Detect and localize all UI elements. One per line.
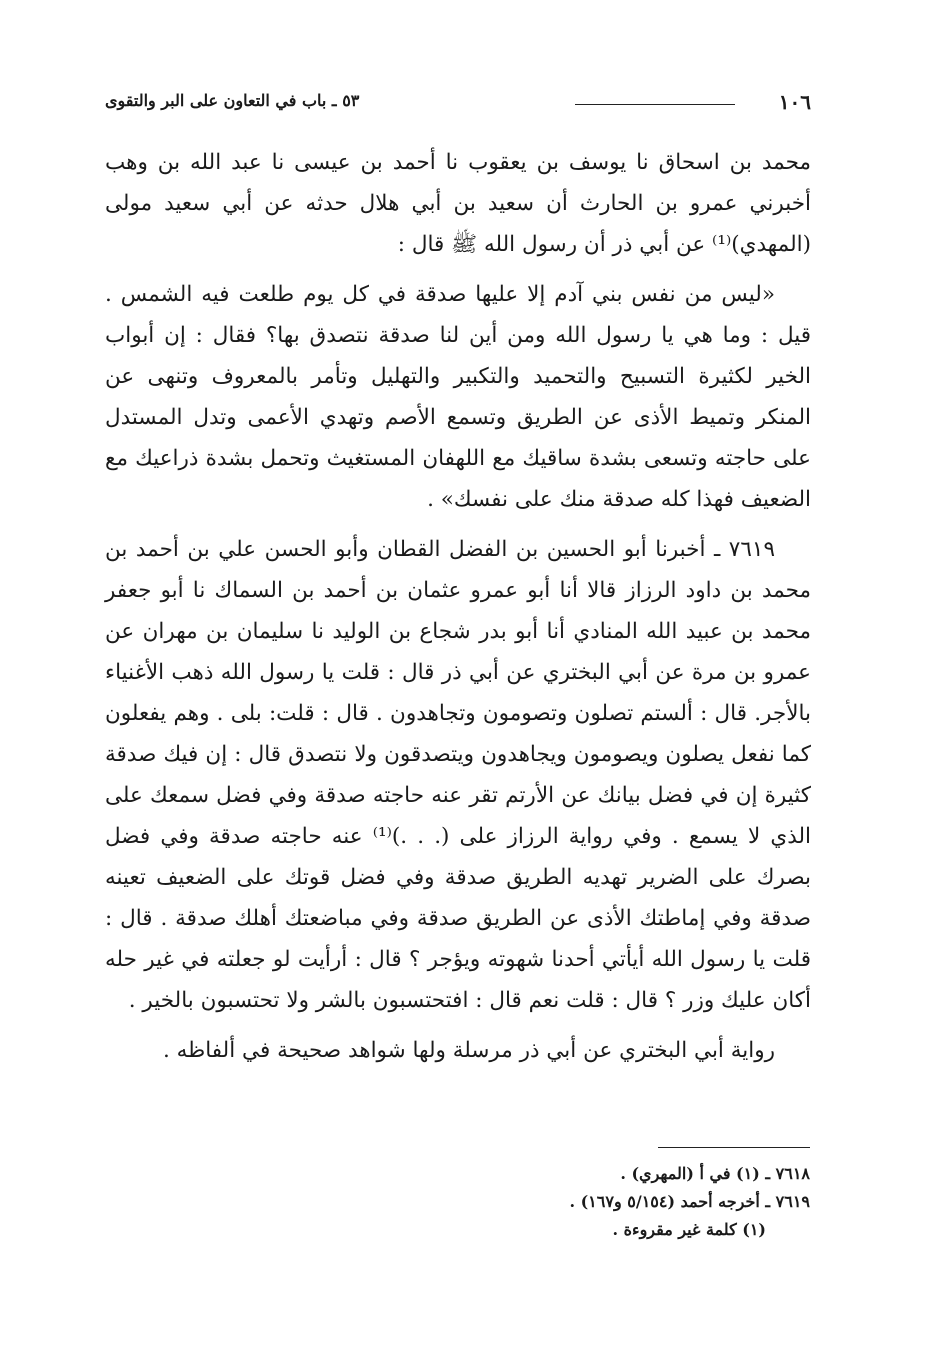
main-text <box>105 142 811 1071</box>
running-title: ٥٣ ـ باب في التعاون على البر والتقوى <box>105 91 360 110</box>
commentary-paragraph: رواية أبي البختري عن أبي ذر مرسلة ولها شواهد صحيحة في ألفاظه . <box>162 1038 775 1063</box>
footnote-7619-1: (١) كلمة غير مقروءة . <box>612 1220 766 1239</box>
header-rule <box>575 104 735 105</box>
footnote-rule <box>658 1147 810 1148</box>
isnad-paragraph: محمد بن اسحاق نا يوسف بن يعقوب نا أحمد بن عيسى نا عبد الله بن وهب أخبرني عمرو بن الحارث أن سعيد بن أبي هلال حدثه عن أبي سعيد مولى (المهدي)⁽¹⁾ عن أبي ذر أن رسول الله ﷺ قال : <box>105 150 811 257</box>
hadith-text-paragraph: «ليس من نفس بني آدم إلا عليها صدقة في كل يوم طلعت فيه الشمس . قيل : وما هي يا رسول الله ومن أين لنا صدقة نتصدق بها؟ فقال : إن أبواب الخير لكثيرة التسبيح والتحميد والتكبير والتهليل وتأمر بالمعروف وتنهى عن المنكر وتميط الأذى عن الطريق وتسمع الأصم وتهدي الأعمى وتدل المستدل على حاجته وتسعى بشدة ساقيك مع اللهفان المستغيث وتحمل بشدة ذراعيك مع الضعيف فهذا كله صدقة منك على نفسك» . <box>105 282 811 512</box>
page-number: ١٠٦ <box>778 90 811 114</box>
footnote-7618: ٧٦١٨ ـ (١) في أ (المهري) . <box>620 1164 810 1183</box>
footnotes <box>300 1160 810 1244</box>
footnote-7619: ٧٦١٩ ـ أخرجه أحمد (٥/١٥٤ و١٦٧) . <box>569 1192 810 1211</box>
running-header <box>105 88 811 128</box>
hadith-7619-paragraph: ٧٦١٩ ـ أخبرنا أبو الحسين بن الفضل القطان وأبو الحسن علي بن أحمد بن محمد بن داود الرزاز قالا أنا أبو عمرو عثمان بن أحمد بن السماك نا أبو جعفر محمد بن عبيد الله المنادي أنا أبو بدر شجاع بن الوليد نا سليمان بن مهران عن عمرو بن مرة عن أبي البختري عن أبي ذر قال : قلت يا رسول الله ذهب الأغنياء بالأجر. قال : ألستم تصلون وتصومون وتجاهدون . قال : قلت: بلى . وهم يفعلون كما نفعل يصلون ويصومون ويجاهدون ويتصدقون ولا نتصدق قال : إن فيك صدقة كثيرة إن في فضل بيانك عن الأرتم تقر عنه حاجته صدقة وفي فضل سمعك على الذي لا يسمع . وفي رواية الرزاز على (. . .)⁽¹⁾ عنه حاجته صدقة وفي فضل بصرك على الضرير تهديه الطريق صدقة وفي فضل قوتك على الضعيف تعينه صدقة وفي إماطتك الأذى عن الطريق صدقة وفي مباضعتك أهلك صدقة . قال : قلت يا رسول الله أيأتي أحدنا شهوته ويؤجر ؟ قال : أرأيت لو جعلته في غير حله أكان عليك وزر ؟ قال : قلت نعم قال : افتحتسبون بالشر ولا تحتسبون بالخير . <box>105 537 811 1013</box>
